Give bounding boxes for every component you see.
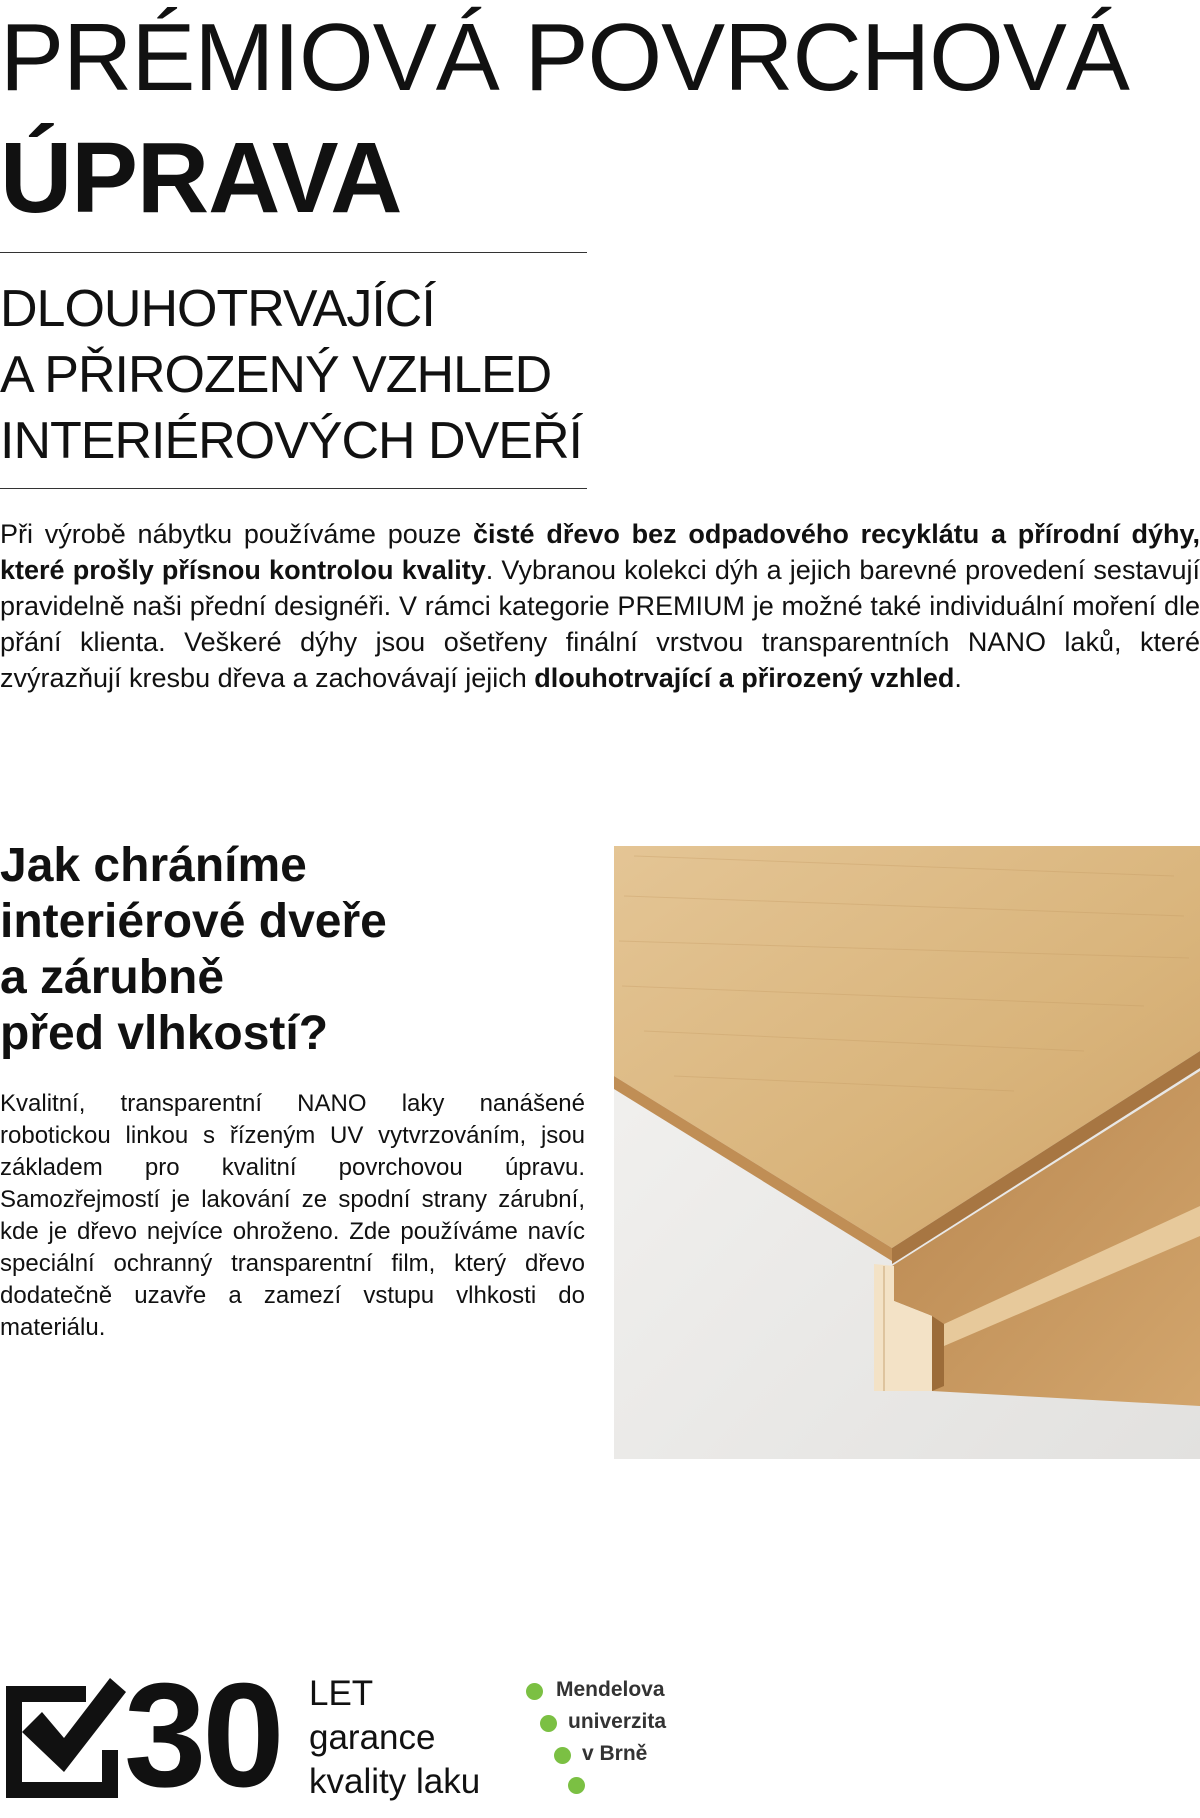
intro-emphasis: čisté dřevo bez odpadového recyklátu a přírodní dýhy, které prošly přísnou kontrolou kvality: [0, 519, 1200, 585]
guarantee-line: garance: [309, 1718, 436, 1757]
logo-line: Mendelova: [556, 1678, 665, 1701]
logo-line: v Brně: [582, 1742, 648, 1765]
divider-bottom: [0, 488, 587, 489]
logo-dot: [540, 1715, 557, 1732]
page-title-line2: ÚPRAVA: [0, 122, 402, 234]
logo-line: univerzita: [568, 1710, 667, 1733]
section-heading-line: interiérové dveře: [0, 895, 387, 948]
door-frame-photo: [614, 846, 1200, 1459]
intro-text: . Vybranou kolekci dýh a jejich barevné provedení sestavují pravidelně naši přední designéři. V rámci kategorie PREMIUM je možné také individuální moření dle přání klienta. Veškeré dýhy jsou ošetřeny finální vrstvou transparentních NANO laků, které zvýrazňují kresbu dřeva a zachovávají jejich: [0, 555, 1200, 693]
intro-emphasis: dlouhotrvající a přirozený vzhled: [534, 663, 955, 693]
divider-top: [0, 252, 587, 253]
section-heading: [0, 838, 387, 1062]
logo-dot: [526, 1683, 543, 1700]
guarantee-text: [309, 1672, 480, 1804]
guarantee-line: kvality laku: [309, 1762, 481, 1801]
section-heading-line: a zárubně: [0, 951, 225, 1004]
guarantee-years: 30: [124, 1653, 281, 1818]
subtitle: [0, 276, 582, 474]
checkbox-check-icon: [0, 1668, 128, 1798]
mendel-university-logo: [522, 1677, 692, 1797]
logo-dot: [568, 1777, 585, 1794]
section-heading-line: před vlhkostí?: [0, 1007, 329, 1060]
section-body: Kvalitní, transparentní NANO laky nanášené robotickou linkou s řízeným UV vytvrzováním, jsou základem pro kvalitní povrchovou úpravu. Samozřejmostí je lakování ze spodní strany zárubní, kde je dřevo nejvíce ohroženo. Zde používáme navíc speciální ochranný transparentní film, který dřevo dodatečně uzavře a zamezí vstupu vlhkosti do materiálu.: [0, 1090, 585, 1341]
subtitle-line: INTERIÉROVÝCH DVEŘÍ: [0, 412, 582, 470]
subtitle-line: DLOUHOTRVAJÍCÍ: [0, 280, 435, 338]
subtitle-line: A PŘIROZENÝ VZHLED: [0, 346, 552, 404]
section-heading-line: Jak chráníme: [0, 839, 307, 892]
intro-text: Při výrobě nábytku používáme pouze: [0, 519, 474, 549]
logo-dot: [554, 1747, 571, 1764]
page-title-line1: PRÉMIOVÁ POVRCHOVÁ: [0, 4, 1129, 111]
intro-text: .: [954, 663, 962, 693]
intro-paragraph: [0, 516, 1200, 696]
guarantee-line: LET: [309, 1674, 374, 1713]
